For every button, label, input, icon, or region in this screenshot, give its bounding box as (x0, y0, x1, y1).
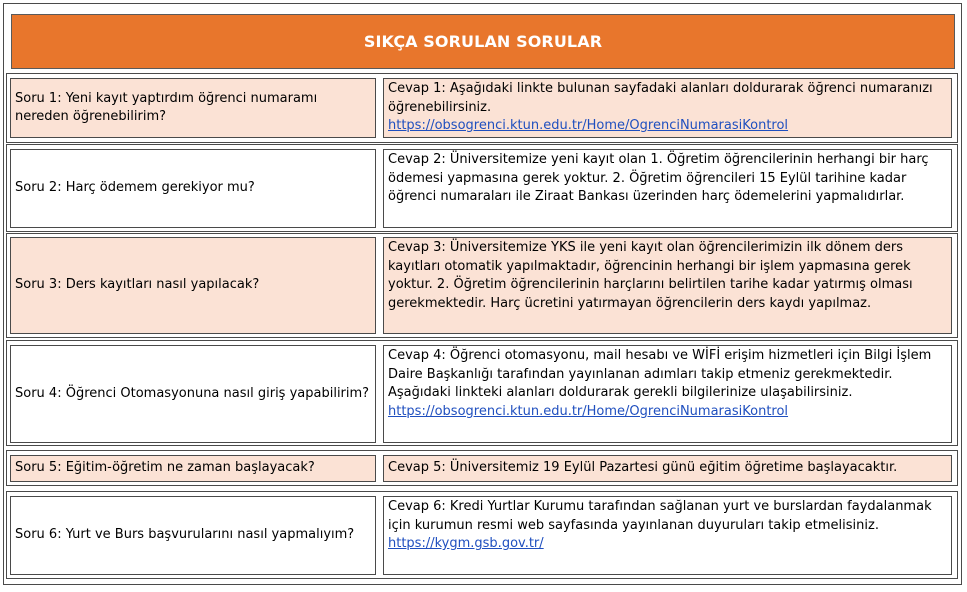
answer-text-2: Cevap 2: Üniversitemize yeni kayıt olan 1. Öğretim öğrencilerinin herhangi bir harç ödemesi yapmasına gerek yoktur. 2. Öğretim öğrencileri 15 Eylül tarihine kadar öğrenci numaraları ile Ziraat Bankası üzerinden harç ödemelerini yapmalıdırlar. (388, 152, 929, 204)
answer-cell-1 (383, 78, 952, 138)
question-text-6: Soru 6: Yurt ve Burs başvurularını nasıl yapmalıyım? (15, 527, 355, 543)
faq-row-6 (6, 491, 958, 579)
question-text-3: Soru 3: Ders kayıtları nasıl yapılacak? (15, 277, 260, 293)
faq-row-4 (6, 340, 958, 446)
faq-row-5 (6, 450, 958, 486)
question-text-5: Soru 5: Eğitim-öğretim ne zaman başlayacak? (15, 460, 315, 476)
answer-text-3: Cevap 3: Üniversitemize YKS ile yeni kayıt olan öğrencilerimizin ilk dönem ders kayıtları otomatik yapılmaktadır, öğrencinin herhangi bir işlem yapmasına gerek yoktur. 2. Öğretim öğrencilerinin harçlarını belirtilen tarihe kadar yatırmış olması gerekmektedir. Harç ücretini yatırmayan öğrencilerin ders kaydı yapılmaz. (388, 240, 913, 311)
question-cell-6 (10, 496, 376, 575)
question-cell-5 (10, 455, 376, 482)
question-cell-3 (10, 237, 376, 334)
answer-cell-2 (383, 149, 952, 228)
answer-text-1: Cevap 1: Aşağıdaki linkte bulunan sayfadaki alanları doldurarak öğrenci numaranızı öğrenebilirsiniz. (388, 81, 933, 115)
question-text-1: Soru 1: Yeni kayıt yaptırdım öğrenci numaramı nereden öğrenebilirim? (15, 90, 318, 124)
question-cell-4 (10, 345, 376, 443)
question-text-2: Soru 2: Harç ödemem gerekiyor mu? (15, 180, 255, 196)
faq-row-2 (6, 144, 958, 232)
answer-cell-6 (383, 496, 952, 575)
answer-link-6[interactable]: https://kygm.gsb.gov.tr/ (388, 536, 544, 551)
answer-text-5: Cevap 5: Üniversitemiz 19 Eylül Pazartesi günü eğitim öğretime başlayacaktır. (388, 460, 898, 476)
answer-link-1[interactable]: https://obsogrenci.ktun.edu.tr/Home/OgrenciNumarasiKontrol (388, 118, 789, 133)
question-cell-2 (10, 149, 376, 228)
page-title: SIKÇA SORULAN SORULAR (11, 14, 955, 69)
answer-text-6: Cevap 6: Kredi Yurtlar Kurumu tarafından sağlanan yurt ve burslardan faydalanmak için kurumun resmi web sayfasında yayınlanan duyuruları takip etmelisiniz. (388, 499, 932, 533)
answer-cell-3 (383, 237, 952, 334)
answer-link-4[interactable]: https://obsogrenci.ktun.edu.tr/Home/OgrenciNumarasiKontrol (388, 403, 789, 419)
faq-row-1 (6, 73, 958, 143)
question-cell-1 (10, 78, 376, 138)
answer-cell-4 (383, 345, 952, 443)
answer-cell-5 (383, 455, 952, 482)
question-text-4: Soru 4: Öğrenci Otomasyonuna nasıl giriş yapabilirim? (15, 385, 370, 401)
answer-text-4: Cevap 4: Öğrenci otomasyonu, mail hesabı ve WİFİ erişim hizmetleri için Bilgi İşlem Daire Başkanlığı tarafından yayınlanan adımları takip etmeniz gerekmektedir. Aşağıdaki linkteki alanları doldurarak gerekli bilgilerinize ulaşabilirsiniz. (388, 348, 932, 400)
faq-row-3 (6, 233, 958, 338)
